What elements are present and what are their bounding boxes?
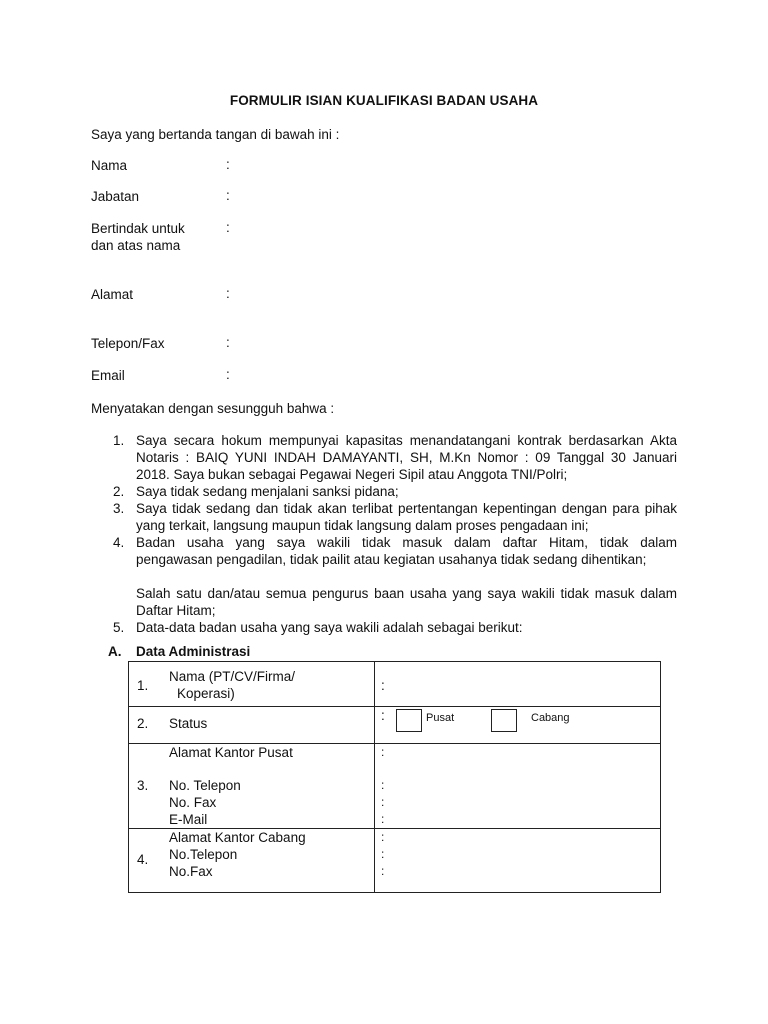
list-number: 3. (113, 501, 125, 516)
list-item-1 (113, 432, 677, 483)
table-cell-label (159, 744, 375, 829)
table-row (129, 829, 661, 893)
list-number: 5. (113, 620, 125, 635)
list-number: 2. (113, 484, 125, 499)
value-colon: : (381, 864, 385, 878)
cabang-checkbox[interactable] (491, 709, 517, 732)
field-label-jabatan: Jabatan (91, 189, 140, 204)
value-colon: : (381, 708, 385, 723)
statement-text: Menyatakan dengan sesungguh bahwa : (91, 401, 335, 416)
table-cell-num (129, 662, 160, 707)
table-row (129, 707, 661, 744)
value-colon: : (381, 812, 385, 826)
pusat-label: Pusat (426, 712, 455, 724)
field-label-bertindak-2: dan atas nama (91, 238, 181, 253)
declaration-list (113, 432, 677, 636)
cabang-label: Cabang (531, 712, 570, 724)
row-label: Status (169, 716, 208, 731)
field-label-telepon: Telepon/Fax (91, 336, 165, 351)
field-colon-bertindak: : (226, 220, 230, 235)
pusat-checkbox[interactable] (396, 709, 422, 732)
table-cell-value (375, 707, 661, 744)
table-cell-num (129, 744, 160, 829)
list-item-3 (113, 500, 677, 534)
list-line: yang terkait, langsung maupun tidak langsung dalam proses pengadaan ini; (136, 518, 589, 533)
row-number: 1. (137, 678, 149, 693)
table-cell-num (129, 707, 160, 744)
list-line: Data-data badan usaha yang saya wakili adalah sebagai berikut: (136, 620, 523, 635)
table-cell-num (129, 829, 160, 893)
row-label: Alamat Kantor Cabang (169, 830, 306, 845)
list-line: Daftar Hitam; (136, 603, 216, 618)
field-colon-email: : (226, 367, 230, 382)
data-administrasi-table (128, 661, 661, 893)
value-colon: : (381, 847, 385, 861)
table-cell-value[interactable] (375, 744, 661, 829)
row-label: No. Fax (169, 795, 217, 810)
value-colon: : (381, 795, 385, 809)
field-colon-alamat: : (226, 286, 230, 301)
row-number: 2. (137, 716, 149, 731)
field-label-email: Email (91, 368, 125, 383)
table-row (129, 662, 661, 707)
field-colon-jabatan: : (226, 188, 230, 203)
value-colon: : (381, 745, 385, 759)
table-cell-value[interactable] (375, 662, 661, 707)
row-label: No. Telepon (169, 778, 241, 793)
row-label: No.Fax (169, 864, 213, 879)
row-label: Nama (PT/CV/Firma/ (169, 669, 296, 684)
table-cell-label (159, 662, 375, 707)
table-row (129, 744, 661, 829)
list-line: Saya tidak sedang menjalani sanksi pidana; (136, 484, 399, 499)
row-label: E-Mail (169, 812, 208, 827)
section-title: Data Administrasi (136, 644, 251, 659)
row-label: Alamat Kantor Pusat (169, 745, 293, 760)
row-label: Koperasi) (177, 686, 235, 701)
list-line: Notaris : BAIQ YUNI INDAH DAMAYANTI, SH, M.Kn Nomor : 09 Tanggal 30 Januari (136, 450, 677, 465)
field-label-nama: Nama (91, 158, 128, 173)
list-line: Saya tidak sedang dan tidak akan terlibat pertentangan kepentingan dengan para pihak (136, 501, 677, 516)
row-number: 4. (137, 852, 149, 867)
list-line: Badan usaha yang saya wakili tidak masuk dalam daftar Hitam, tidak dalam (136, 535, 677, 550)
section-a-heading (108, 644, 250, 659)
row-label: No.Telepon (169, 847, 238, 862)
row-number: 3. (137, 778, 149, 793)
field-label-alamat: Alamat (91, 287, 134, 302)
table-cell-value[interactable] (375, 829, 661, 893)
list-item-4 (113, 534, 677, 619)
list-number: 1. (113, 433, 125, 448)
list-line: 2018. Saya bukan sebagai Pegawai Negeri Sipil atau Anggota TNI/Polri; (136, 467, 568, 482)
value-colon: : (381, 778, 385, 792)
intro-text: Saya yang bertanda tangan di bawah ini : (91, 127, 340, 142)
list-item-5 (113, 619, 677, 636)
list-line: Saya secara hokum mempunyai kapasitas menandatangani kontrak berdasarkan Akta (136, 433, 677, 448)
form-title: FORMULIR ISIAN KUALIFIKASI BADAN USAHA (229, 93, 539, 108)
list-line: pengawasan pengadilan, tidak pailit atau kegiatan usahanya tidak sedang dihentikan; (136, 552, 647, 567)
list-line: Salah satu dan/atau semua pengurus baan usaha yang saya wakili tidak masuk dalam (136, 586, 677, 601)
value-colon: : (381, 830, 385, 844)
section-letter: A. (108, 644, 122, 659)
table-cell-label (159, 829, 375, 893)
list-number: 4. (113, 535, 125, 550)
table-cell-label (159, 707, 375, 744)
field-label-bertindak-1: Bertindak untuk (91, 221, 185, 236)
value-colon: : (381, 678, 385, 693)
field-colon-nama: : (226, 157, 230, 172)
list-item-2 (113, 483, 677, 500)
field-colon-telepon: : (226, 335, 230, 350)
